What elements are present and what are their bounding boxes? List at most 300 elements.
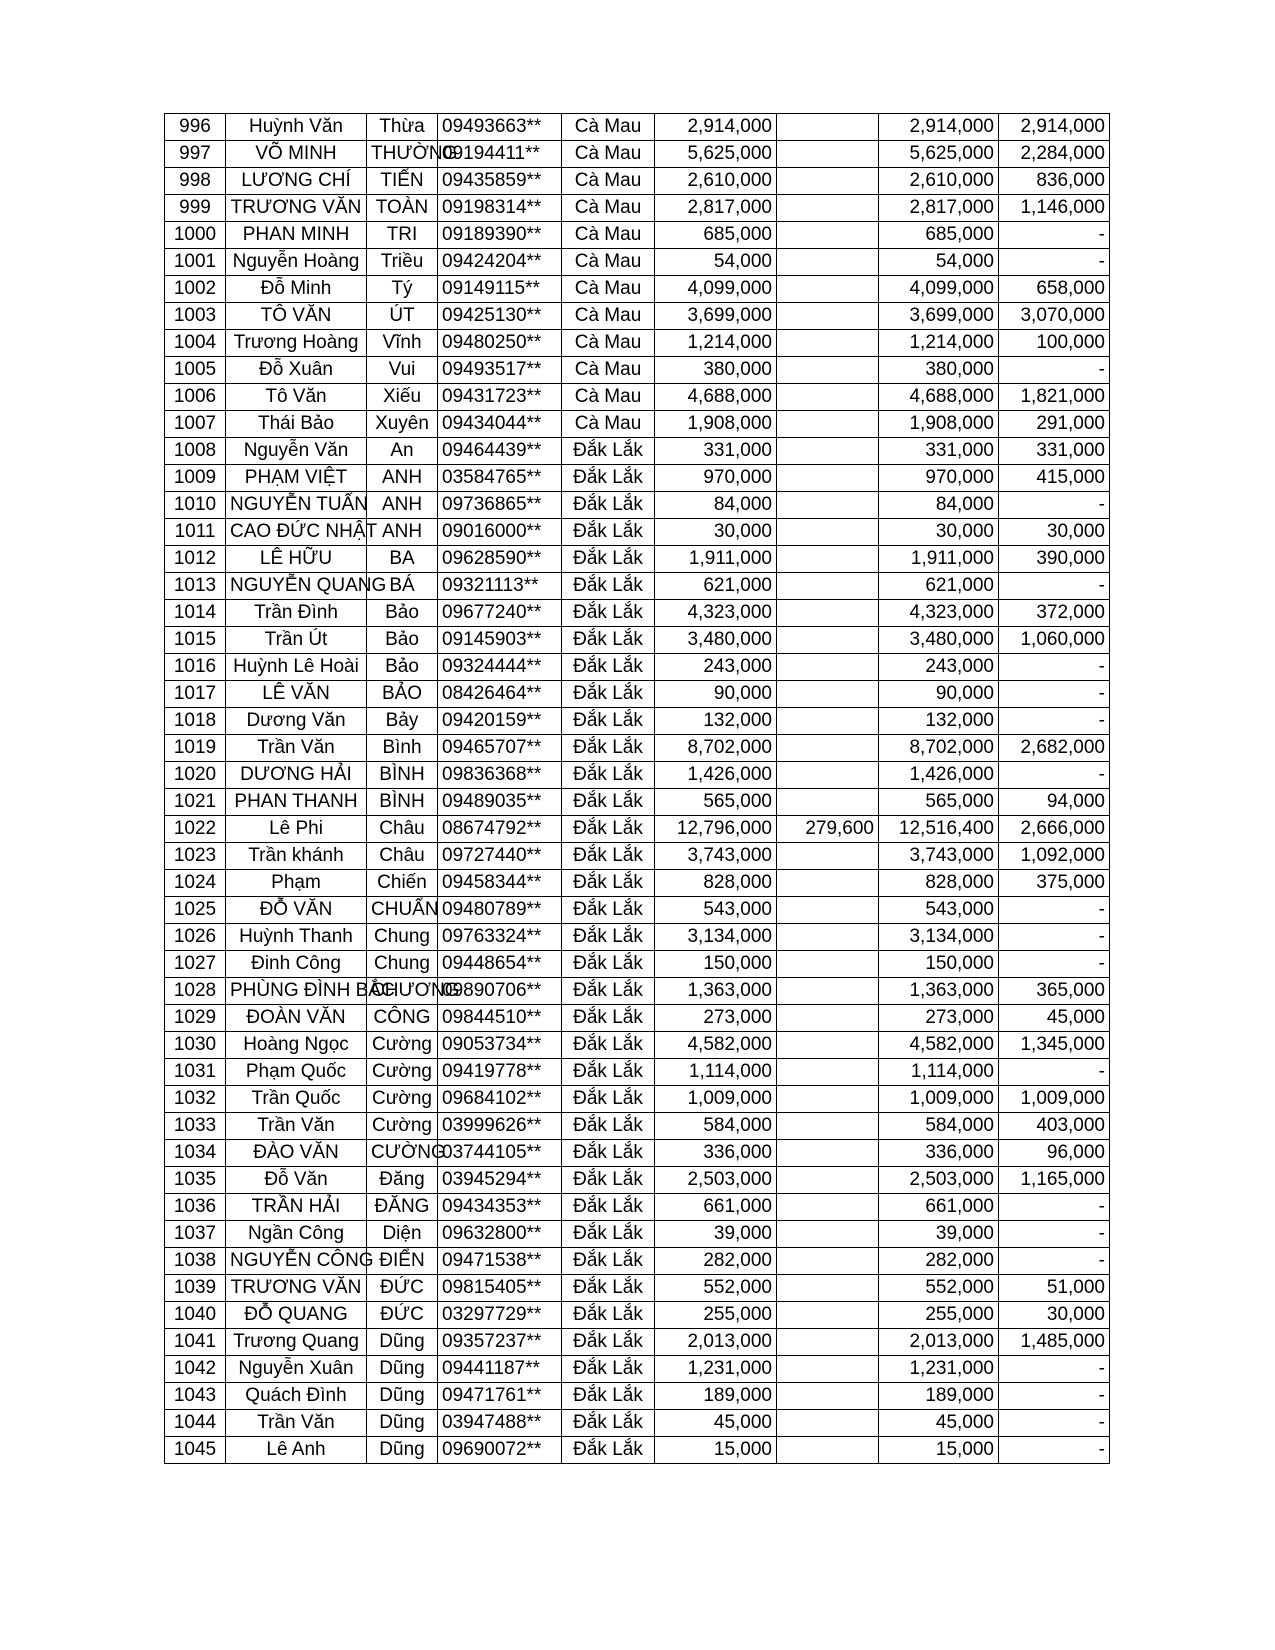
cell-paid: -: [999, 1437, 1110, 1464]
table-row: [165, 1167, 1110, 1194]
cell-stt: 1045: [165, 1437, 226, 1464]
cell-net-amount: 3,134,000: [879, 924, 999, 951]
cell-province: Đắk Lắk: [562, 654, 655, 681]
cell-ho-dem: ĐOÀN VĂN: [226, 1005, 367, 1032]
table-row: [165, 1140, 1110, 1167]
cell-deduction: [777, 1086, 879, 1113]
cell-phone: 09736865**: [438, 492, 562, 519]
table-row: [165, 573, 1110, 600]
table-row: [165, 1302, 1110, 1329]
cell-ten: CHƯƠNG: [367, 978, 438, 1005]
cell-deduction: [777, 222, 879, 249]
cell-paid: -: [999, 654, 1110, 681]
cell-ho-dem: DƯƠNG HẢI: [226, 762, 367, 789]
cell-net-amount: 12,516,400: [879, 816, 999, 843]
cell-stt: 1018: [165, 708, 226, 735]
cell-ten: BÌNH: [367, 762, 438, 789]
cell-paid: -: [999, 762, 1110, 789]
cell-stt: 1031: [165, 1059, 226, 1086]
cell-paid: 2,284,000: [999, 141, 1110, 168]
cell-net-amount: 8,702,000: [879, 735, 999, 762]
cell-province: Đắk Lắk: [562, 870, 655, 897]
cell-ten: Bình: [367, 735, 438, 762]
table-row: [165, 357, 1110, 384]
cell-phone: 09448654**: [438, 951, 562, 978]
table-row: [165, 141, 1110, 168]
table-row: [165, 1221, 1110, 1248]
cell-ho-dem: Lê Anh: [226, 1437, 367, 1464]
cell-amount: 828,000: [655, 870, 777, 897]
cell-deduction: [777, 600, 879, 627]
cell-amount: 90,000: [655, 681, 777, 708]
cell-amount: 336,000: [655, 1140, 777, 1167]
cell-net-amount: 189,000: [879, 1383, 999, 1410]
cell-ho-dem: Trần Quốc: [226, 1086, 367, 1113]
cell-net-amount: 661,000: [879, 1194, 999, 1221]
table-row: [165, 681, 1110, 708]
cell-ten: Chung: [367, 951, 438, 978]
cell-ho-dem: PHAN MINH: [226, 222, 367, 249]
cell-amount: 970,000: [655, 465, 777, 492]
cell-deduction: [777, 519, 879, 546]
cell-net-amount: 255,000: [879, 1302, 999, 1329]
cell-ten: Vui: [367, 357, 438, 384]
cell-province: Đắk Lắk: [562, 1302, 655, 1329]
cell-net-amount: 1,114,000: [879, 1059, 999, 1086]
cell-phone: 03999626**: [438, 1113, 562, 1140]
cell-province: Đắk Lắk: [562, 708, 655, 735]
cell-net-amount: 2,610,000: [879, 168, 999, 195]
cell-amount: 30,000: [655, 519, 777, 546]
cell-paid: 403,000: [999, 1113, 1110, 1140]
cell-phone: 09431723**: [438, 384, 562, 411]
table-row: [165, 1383, 1110, 1410]
cell-deduction: [777, 1059, 879, 1086]
cell-ten: Chiến: [367, 870, 438, 897]
cell-ho-dem: Quách Đình: [226, 1383, 367, 1410]
cell-stt: 1012: [165, 546, 226, 573]
cell-ten: Bảy: [367, 708, 438, 735]
cell-phone: 03947488**: [438, 1410, 562, 1437]
cell-amount: 1,114,000: [655, 1059, 777, 1086]
cell-net-amount: 132,000: [879, 708, 999, 735]
cell-phone: 09684102**: [438, 1086, 562, 1113]
cell-phone: 09471538**: [438, 1248, 562, 1275]
table-row: [165, 1248, 1110, 1275]
cell-phone: 09441187**: [438, 1356, 562, 1383]
cell-amount: 584,000: [655, 1113, 777, 1140]
cell-phone: 08426464**: [438, 681, 562, 708]
cell-stt: 1010: [165, 492, 226, 519]
cell-province: Đắk Lắk: [562, 924, 655, 951]
cell-province: Cà Mau: [562, 276, 655, 303]
cell-amount: 84,000: [655, 492, 777, 519]
data-table: [164, 113, 1110, 1464]
cell-paid: -: [999, 1356, 1110, 1383]
cell-ten: ĐĂNG: [367, 1194, 438, 1221]
cell-province: Đắk Lắk: [562, 1383, 655, 1410]
cell-deduction: [777, 168, 879, 195]
cell-paid: 415,000: [999, 465, 1110, 492]
cell-province: Đắk Lắk: [562, 681, 655, 708]
cell-deduction: [777, 762, 879, 789]
cell-phone: 03945294**: [438, 1167, 562, 1194]
cell-ho-dem: LÊ VĂN: [226, 681, 367, 708]
cell-paid: 1,092,000: [999, 843, 1110, 870]
cell-phone: 09324444**: [438, 654, 562, 681]
cell-phone: 09890706**: [438, 978, 562, 1005]
table-row: [165, 411, 1110, 438]
cell-paid: 51,000: [999, 1275, 1110, 1302]
cell-deduction: [777, 870, 879, 897]
cell-amount: 2,503,000: [655, 1167, 777, 1194]
cell-ten: Dũng: [367, 1383, 438, 1410]
cell-net-amount: 30,000: [879, 519, 999, 546]
cell-amount: 189,000: [655, 1383, 777, 1410]
cell-phone: 09434353**: [438, 1194, 562, 1221]
cell-province: Cà Mau: [562, 114, 655, 141]
cell-phone: 09628590**: [438, 546, 562, 573]
cell-net-amount: 282,000: [879, 1248, 999, 1275]
cell-deduction: [777, 1194, 879, 1221]
cell-ten: Dũng: [367, 1410, 438, 1437]
table-row: [165, 1059, 1110, 1086]
cell-phone: 09434044**: [438, 411, 562, 438]
cell-amount: 12,796,000: [655, 816, 777, 843]
table-row: [165, 1032, 1110, 1059]
cell-net-amount: 84,000: [879, 492, 999, 519]
cell-paid: -: [999, 951, 1110, 978]
cell-ho-dem: Nguyễn Xuân: [226, 1356, 367, 1383]
cell-amount: 552,000: [655, 1275, 777, 1302]
cell-deduction: [777, 1275, 879, 1302]
table-row: [165, 492, 1110, 519]
table-row: [165, 1194, 1110, 1221]
cell-net-amount: 1,009,000: [879, 1086, 999, 1113]
cell-deduction: [777, 1221, 879, 1248]
cell-stt: 1038: [165, 1248, 226, 1275]
cell-province: Cà Mau: [562, 222, 655, 249]
cell-province: Cà Mau: [562, 330, 655, 357]
cell-ten: BA: [367, 546, 438, 573]
cell-deduction: [777, 1248, 879, 1275]
cell-amount: 3,134,000: [655, 924, 777, 951]
cell-phone: 09493517**: [438, 357, 562, 384]
cell-province: Đắk Lắk: [562, 573, 655, 600]
cell-phone: 09727440**: [438, 843, 562, 870]
cell-ho-dem: Trương Hoàng: [226, 330, 367, 357]
cell-net-amount: 243,000: [879, 654, 999, 681]
cell-province: Đắk Lắk: [562, 762, 655, 789]
cell-ten: Dũng: [367, 1329, 438, 1356]
cell-phone: 09420159**: [438, 708, 562, 735]
cell-ten: Xuyên: [367, 411, 438, 438]
cell-ten: CHUẨN: [367, 897, 438, 924]
cell-ho-dem: ĐỖ QUANG: [226, 1302, 367, 1329]
cell-stt: 1021: [165, 789, 226, 816]
cell-paid: -: [999, 492, 1110, 519]
cell-deduction: [777, 384, 879, 411]
cell-phone: 08674792**: [438, 816, 562, 843]
cell-province: Đắk Lắk: [562, 627, 655, 654]
cell-stt: 1007: [165, 411, 226, 438]
cell-ten: Tý: [367, 276, 438, 303]
cell-province: Đắk Lắk: [562, 1194, 655, 1221]
cell-ten: ĐỨC: [367, 1275, 438, 1302]
cell-amount: 1,009,000: [655, 1086, 777, 1113]
cell-province: Đắk Lắk: [562, 600, 655, 627]
cell-ho-dem: Hoàng Ngọc: [226, 1032, 367, 1059]
cell-stt: 1001: [165, 249, 226, 276]
cell-amount: 2,817,000: [655, 195, 777, 222]
cell-paid: 390,000: [999, 546, 1110, 573]
cell-ho-dem: Phạm Quốc: [226, 1059, 367, 1086]
cell-amount: 273,000: [655, 1005, 777, 1032]
cell-ho-dem: Trần Văn: [226, 1113, 367, 1140]
cell-deduction: 279,600: [777, 816, 879, 843]
cell-ho-dem: Huỳnh Thanh: [226, 924, 367, 951]
cell-net-amount: 4,582,000: [879, 1032, 999, 1059]
cell-ten: Bảo: [367, 600, 438, 627]
table-row: [165, 519, 1110, 546]
cell-paid: 2,682,000: [999, 735, 1110, 762]
cell-amount: 4,323,000: [655, 600, 777, 627]
cell-net-amount: 2,914,000: [879, 114, 999, 141]
cell-paid: 30,000: [999, 1302, 1110, 1329]
cell-ten: Xiếu: [367, 384, 438, 411]
cell-stt: 1024: [165, 870, 226, 897]
table-row: [165, 276, 1110, 303]
cell-ten: Châu: [367, 816, 438, 843]
cell-province: Đắk Lắk: [562, 951, 655, 978]
cell-deduction: [777, 1356, 879, 1383]
cell-paid: 1,009,000: [999, 1086, 1110, 1113]
cell-ho-dem: Tô Văn: [226, 384, 367, 411]
cell-province: Đắk Lắk: [562, 546, 655, 573]
table-row: [165, 951, 1110, 978]
cell-deduction: [777, 789, 879, 816]
cell-stt: 1027: [165, 951, 226, 978]
cell-phone: 09464439**: [438, 438, 562, 465]
cell-ten: ĐIỂN: [367, 1248, 438, 1275]
cell-stt: 1028: [165, 978, 226, 1005]
cell-paid: -: [999, 897, 1110, 924]
cell-deduction: [777, 1302, 879, 1329]
cell-amount: 8,702,000: [655, 735, 777, 762]
cell-stt: 1029: [165, 1005, 226, 1032]
table-row: [165, 654, 1110, 681]
cell-paid: -: [999, 924, 1110, 951]
cell-phone: 09471761**: [438, 1383, 562, 1410]
cell-net-amount: 3,699,000: [879, 303, 999, 330]
cell-amount: 15,000: [655, 1437, 777, 1464]
table-row: [165, 1329, 1110, 1356]
cell-amount: 5,625,000: [655, 141, 777, 168]
cell-ho-dem: Lê Phi: [226, 816, 367, 843]
table-row: [165, 1113, 1110, 1140]
cell-ho-dem: Đỗ Xuân: [226, 357, 367, 384]
cell-ten: Thừa: [367, 114, 438, 141]
table-row: [165, 924, 1110, 951]
cell-net-amount: 1,908,000: [879, 411, 999, 438]
cell-province: Đắk Lắk: [562, 1140, 655, 1167]
cell-net-amount: 54,000: [879, 249, 999, 276]
cell-province: Đắk Lắk: [562, 897, 655, 924]
cell-paid: 372,000: [999, 600, 1110, 627]
cell-deduction: [777, 978, 879, 1005]
cell-paid: -: [999, 573, 1110, 600]
cell-stt: 1008: [165, 438, 226, 465]
cell-ten: Vĩnh: [367, 330, 438, 357]
cell-ten: Bảo: [367, 654, 438, 681]
cell-deduction: [777, 573, 879, 600]
cell-ten: Châu: [367, 843, 438, 870]
cell-paid: -: [999, 222, 1110, 249]
cell-ho-dem: Đỗ Văn: [226, 1167, 367, 1194]
cell-ho-dem: Đỗ Minh: [226, 276, 367, 303]
cell-province: Đắk Lắk: [562, 1005, 655, 1032]
cell-amount: 380,000: [655, 357, 777, 384]
cell-ho-dem: PHÙNG ĐÌNH BẮC: [226, 978, 367, 1005]
table-row: [165, 438, 1110, 465]
cell-net-amount: 39,000: [879, 1221, 999, 1248]
cell-amount: 661,000: [655, 1194, 777, 1221]
cell-net-amount: 970,000: [879, 465, 999, 492]
cell-stt: 1009: [165, 465, 226, 492]
cell-net-amount: 380,000: [879, 357, 999, 384]
cell-stt: 1036: [165, 1194, 226, 1221]
cell-stt: 996: [165, 114, 226, 141]
cell-amount: 1,363,000: [655, 978, 777, 1005]
cell-ho-dem: PHẠM VIỆT: [226, 465, 367, 492]
cell-stt: 997: [165, 141, 226, 168]
cell-deduction: [777, 438, 879, 465]
cell-net-amount: 90,000: [879, 681, 999, 708]
cell-amount: 45,000: [655, 1410, 777, 1437]
cell-deduction: [777, 1140, 879, 1167]
cell-province: Đắk Lắk: [562, 1032, 655, 1059]
cell-phone: 09194411**: [438, 141, 562, 168]
cell-amount: 3,699,000: [655, 303, 777, 330]
cell-amount: 4,688,000: [655, 384, 777, 411]
cell-ten: Dũng: [367, 1356, 438, 1383]
table-row: [165, 1275, 1110, 1302]
cell-province: Đắk Lắk: [562, 1059, 655, 1086]
cell-paid: 331,000: [999, 438, 1110, 465]
cell-paid: -: [999, 1221, 1110, 1248]
cell-net-amount: 15,000: [879, 1437, 999, 1464]
cell-net-amount: 565,000: [879, 789, 999, 816]
cell-ho-dem: NGUYỄN QUANG: [226, 573, 367, 600]
cell-phone: 03297729**: [438, 1302, 562, 1329]
cell-ho-dem: Ngần Công: [226, 1221, 367, 1248]
table-row: [165, 816, 1110, 843]
cell-deduction: [777, 1113, 879, 1140]
cell-phone: 09480789**: [438, 897, 562, 924]
cell-amount: 1,231,000: [655, 1356, 777, 1383]
cell-net-amount: 584,000: [879, 1113, 999, 1140]
cell-province: Đắk Lắk: [562, 1437, 655, 1464]
cell-deduction: [777, 654, 879, 681]
table-row: [165, 303, 1110, 330]
cell-stt: 1006: [165, 384, 226, 411]
cell-deduction: [777, 924, 879, 951]
cell-stt: 1022: [165, 816, 226, 843]
cell-stt: 1043: [165, 1383, 226, 1410]
cell-ho-dem: Nguyễn Văn: [226, 438, 367, 465]
table-body: [165, 114, 1110, 1464]
cell-paid: 375,000: [999, 870, 1110, 897]
cell-amount: 39,000: [655, 1221, 777, 1248]
cell-ten: TRI: [367, 222, 438, 249]
cell-amount: 150,000: [655, 951, 777, 978]
cell-deduction: [777, 195, 879, 222]
table-row: [165, 168, 1110, 195]
cell-stt: 1044: [165, 1410, 226, 1437]
cell-stt: 1034: [165, 1140, 226, 1167]
cell-stt: 1035: [165, 1167, 226, 1194]
cell-paid: -: [999, 1248, 1110, 1275]
cell-phone: 09465707**: [438, 735, 562, 762]
cell-stt: 998: [165, 168, 226, 195]
cell-ho-dem: Trần Văn: [226, 735, 367, 762]
cell-stt: 1037: [165, 1221, 226, 1248]
cell-ten: ÚT: [367, 303, 438, 330]
cell-phone: 09844510**: [438, 1005, 562, 1032]
cell-amount: 331,000: [655, 438, 777, 465]
cell-net-amount: 1,911,000: [879, 546, 999, 573]
cell-stt: 1004: [165, 330, 226, 357]
cell-phone: 09815405**: [438, 1275, 562, 1302]
cell-ho-dem: NGUYỄN TUẤN: [226, 492, 367, 519]
cell-phone: 03744105**: [438, 1140, 562, 1167]
cell-stt: 1033: [165, 1113, 226, 1140]
cell-deduction: [777, 627, 879, 654]
cell-ten: Dũng: [367, 1437, 438, 1464]
cell-stt: 1040: [165, 1302, 226, 1329]
cell-stt: 1025: [165, 897, 226, 924]
cell-ho-dem: TÔ VĂN: [226, 303, 367, 330]
table-row: [165, 384, 1110, 411]
cell-ten: Bảo: [367, 627, 438, 654]
cell-deduction: [777, 276, 879, 303]
cell-amount: 543,000: [655, 897, 777, 924]
cell-amount: 243,000: [655, 654, 777, 681]
table-row: [165, 843, 1110, 870]
cell-net-amount: 336,000: [879, 1140, 999, 1167]
cell-phone: 09419778**: [438, 1059, 562, 1086]
cell-stt: 1032: [165, 1086, 226, 1113]
cell-deduction: [777, 114, 879, 141]
table-row: [165, 600, 1110, 627]
cell-net-amount: 273,000: [879, 1005, 999, 1032]
cell-net-amount: 1,231,000: [879, 1356, 999, 1383]
cell-paid: 100,000: [999, 330, 1110, 357]
cell-province: Đắk Lắk: [562, 1248, 655, 1275]
cell-net-amount: 2,817,000: [879, 195, 999, 222]
cell-deduction: [777, 1410, 879, 1437]
cell-amount: 1,426,000: [655, 762, 777, 789]
cell-province: Đắk Lắk: [562, 843, 655, 870]
table-row: [165, 222, 1110, 249]
table-row: [165, 1356, 1110, 1383]
cell-stt: 1003: [165, 303, 226, 330]
cell-province: Đắk Lắk: [562, 492, 655, 519]
cell-amount: 4,582,000: [655, 1032, 777, 1059]
cell-phone: 09493663**: [438, 114, 562, 141]
cell-province: Cà Mau: [562, 168, 655, 195]
cell-paid: -: [999, 1410, 1110, 1437]
